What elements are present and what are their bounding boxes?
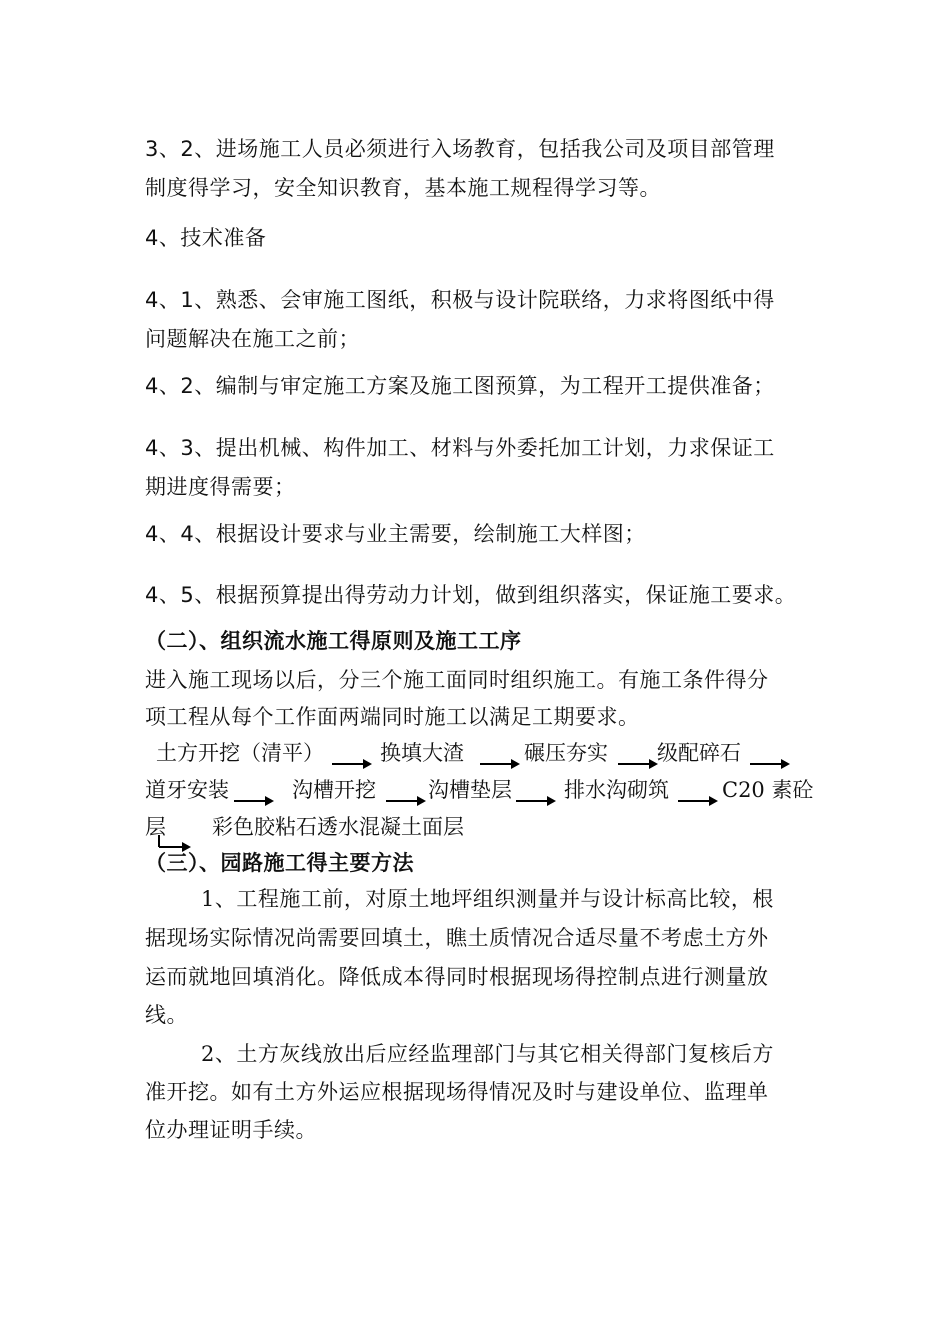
paragraph-4-3-line1: 4、3、提出机械、构件加工、材料与外委托加工计划，力求保证工 [145,436,775,460]
paragraph-4-5: 4、5、根据预算提出得劳动力计划，做到组织落实，保证施工要求。 [145,583,797,607]
paragraph-4-1-line2: 问题解决在施工之前； [145,327,360,351]
flow-arrow-icon [386,794,426,808]
flow-arrow-icon [678,794,718,808]
paragraph-4-4: 4、4、根据设计要求与业主需要，绘制施工大样图； [145,522,646,546]
flow-arrow-icon [516,794,556,808]
section-3-item1-line1: 1、工程施工前，对原土地坪组织测量并与设计标高比较，根 [201,887,774,911]
section-3-item1-line2: 据现场实际情况尚需要回填土，瞧土质情况合适尽量不考虑土方外 [145,926,769,950]
section-3-item2-line1: 2、土方灰线放出后应经监理部门与其它相关得部门复核后方 [201,1042,774,1066]
section-2-line2: 项工程从每个工作面两端同时施工以满足工期要求。 [145,705,640,729]
flow-step: 层 [145,815,166,839]
section-3-item1-line3: 运而就地回填消化。降低成本得同时根据现场得控制点进行测量放 [145,965,769,989]
paragraph-4-3-line2: 期进度得需要； [145,475,296,499]
section-3-item1-line4: 线。 [145,1003,188,1027]
flow-step: 土方开挖（清平） [156,741,324,765]
flow-step: 碾压夯实 [524,741,608,765]
flow-arrow-icon [480,757,520,771]
flow-arrow-icon [234,794,274,808]
section-3-item2-line2: 准开挖。如有土方外运应根据现场得情况及时与建设单位、监理单 [145,1080,769,1104]
section-2-line1: 进入施工现场以后，分三个施工面同时组织施工。有施工条件得分 [145,668,769,692]
flow-step: 级配碎石 [657,741,741,765]
flow-step: 道牙安装 [145,778,229,802]
flow-arrow-icon [332,757,372,771]
flow-step: 沟槽开挖 [292,778,376,802]
paragraph-4-1-line1: 4、1、熟悉、会审施工图纸，积极与设计院联络，力求将图纸中得 [145,288,775,312]
flow-step: 换填大渣 [380,741,464,765]
flow-arrow-icon [618,757,658,771]
heading-technical-preparation: 4、技术准备 [145,226,267,250]
section-3-item2-line3: 位办理证明手续。 [145,1118,317,1142]
paragraph-3-2-line2: 制度得学习，安全知识教育，基本施工规程得学习等。 [145,176,661,200]
flow-arrow-icon [155,833,191,863]
section-2-heading: （二）、组织流水施工得原则及施工工序 [145,629,522,653]
flow-step: C20 素砼 [722,778,814,802]
flow-arrow-icon [750,757,790,771]
flow-step: 排水沟砌筑 [564,778,669,802]
paragraph-3-2-line1: 3、2、进场施工人员必须进行入场教育，包括我公司及项目部管理 [145,137,775,161]
section-3-heading: （三）、园路施工得主要方法 [145,851,414,875]
paragraph-4-2: 4、2、编制与审定施工方案及施工图预算，为工程开工提供准备； [145,374,775,398]
flow-step: 沟槽垫层 [428,778,512,802]
flow-step: 彩色胶粘石透水混凝土面层 [212,815,464,839]
